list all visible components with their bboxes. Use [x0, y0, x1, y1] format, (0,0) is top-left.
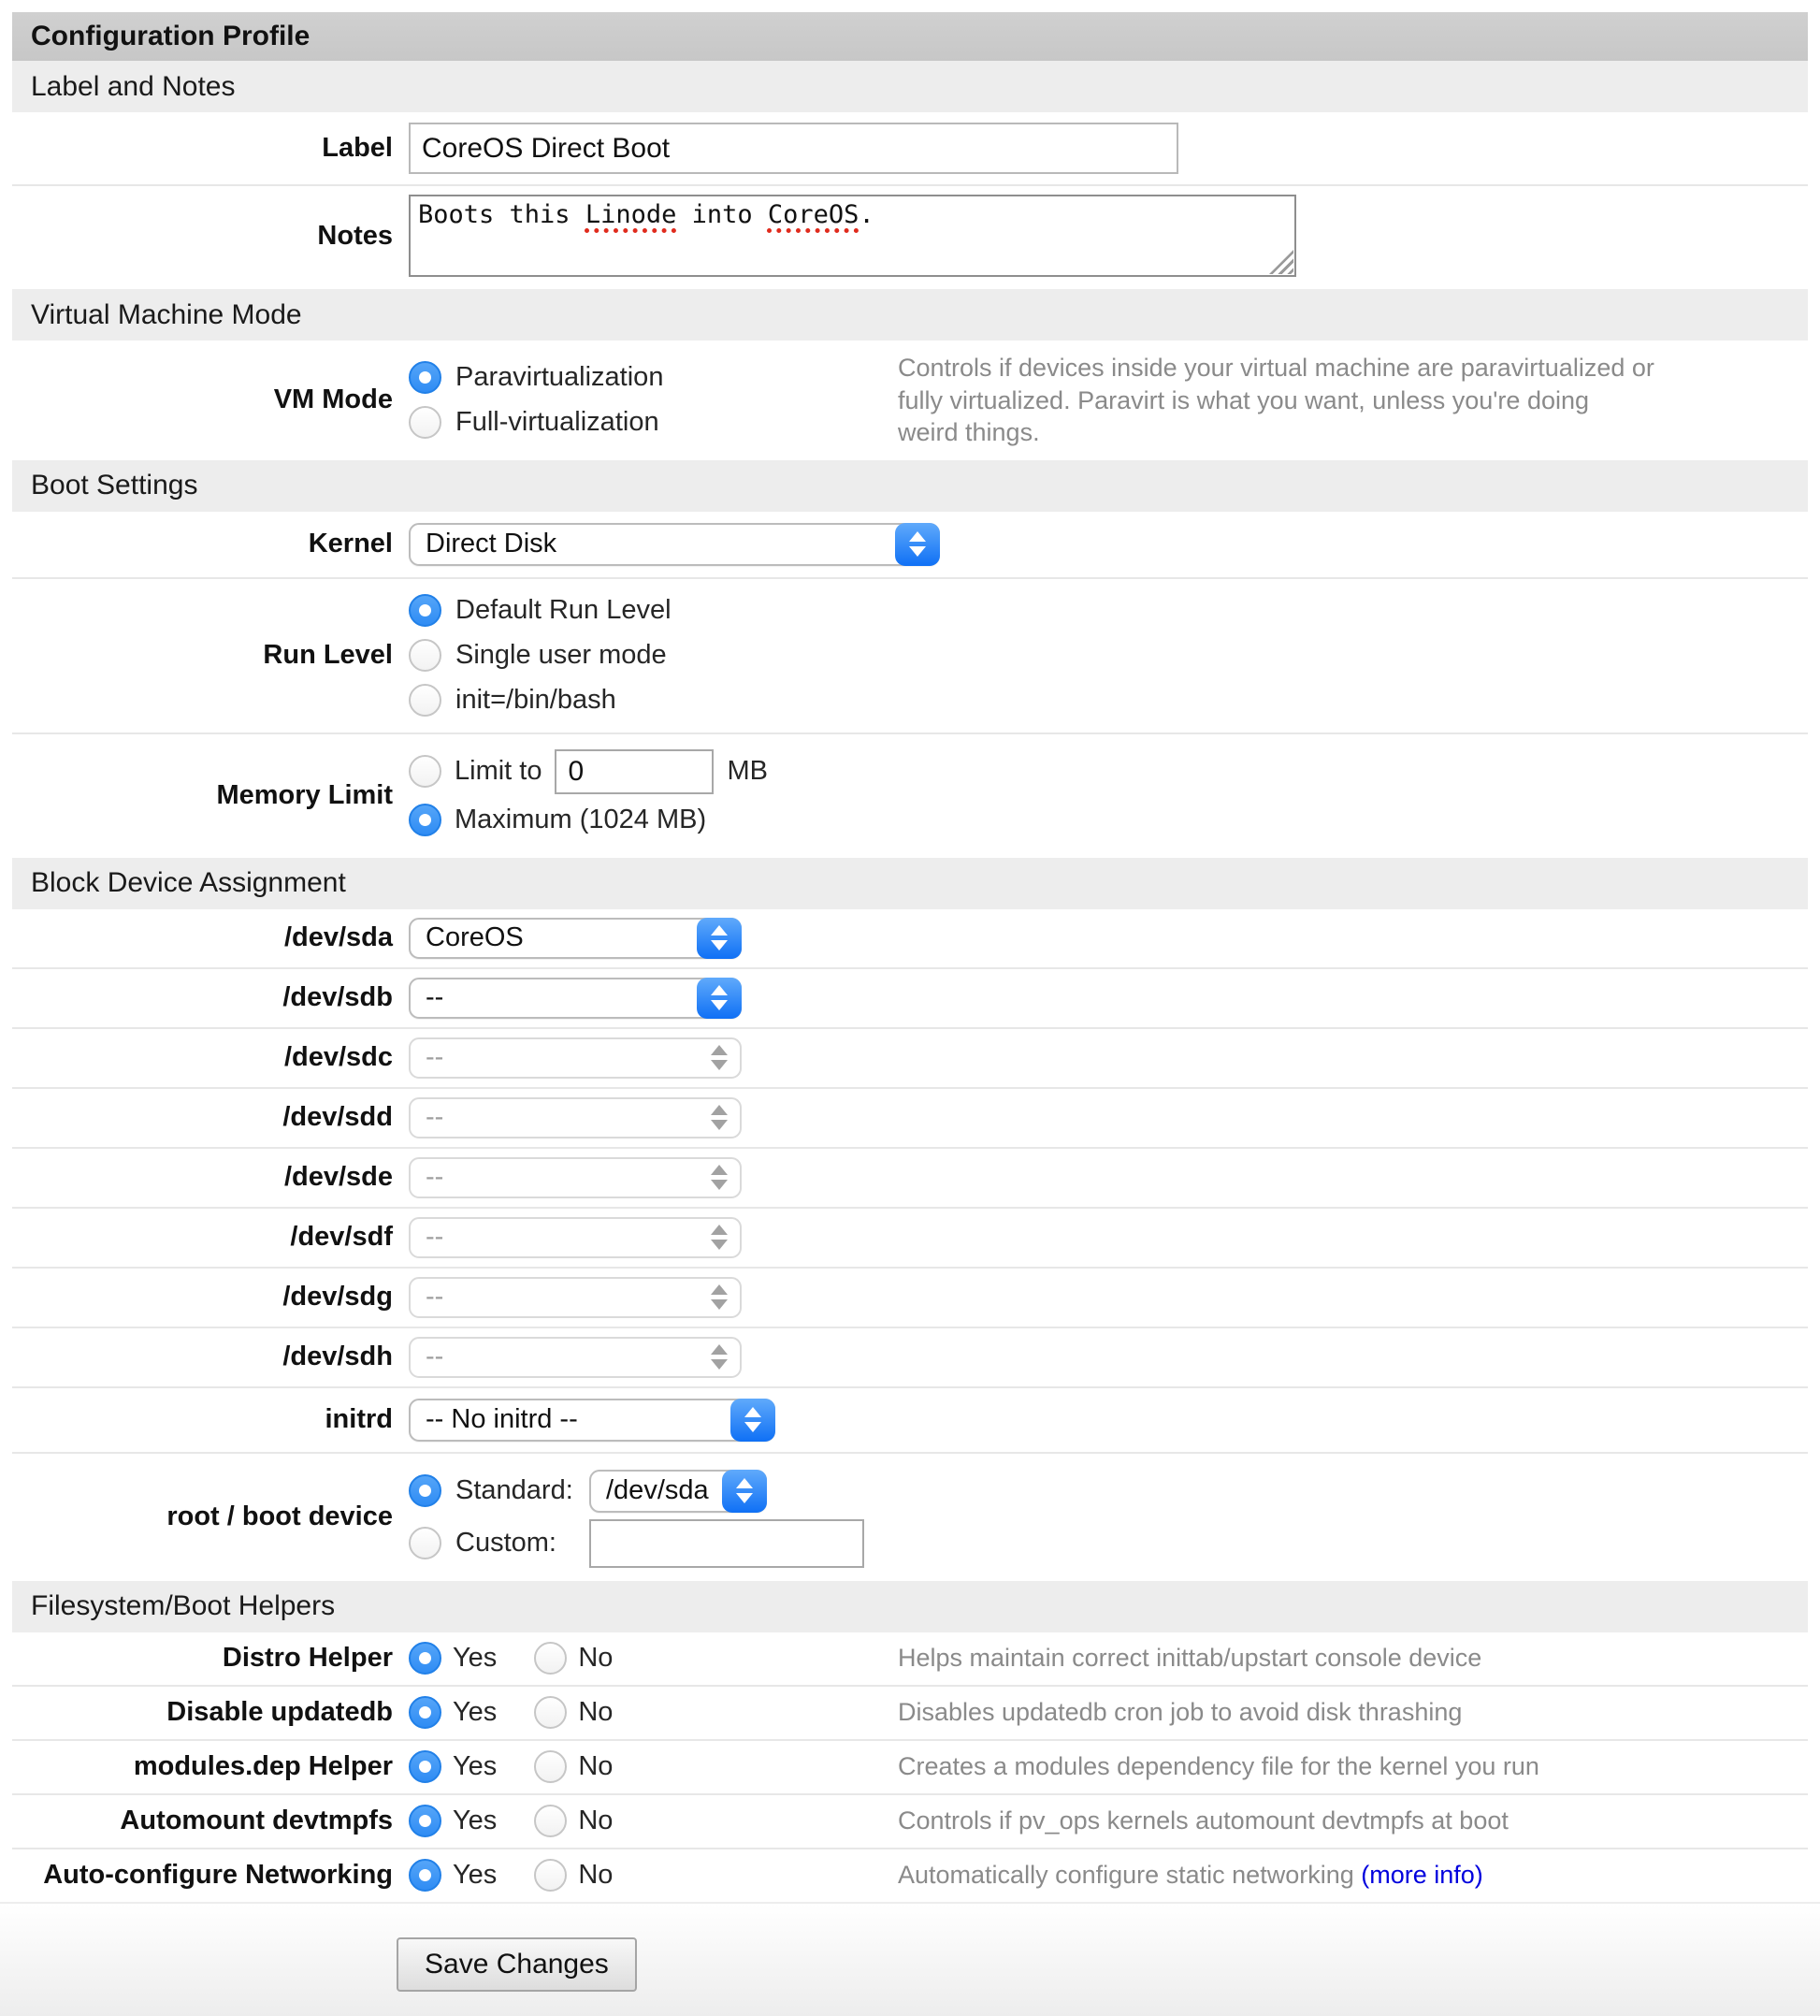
device-select	[409, 1337, 742, 1378]
device-row	[12, 1207, 1808, 1267]
radio-option[interactable]	[409, 590, 672, 631]
chevron-updown-icon	[730, 1399, 775, 1442]
device-row	[12, 1147, 1808, 1207]
chevron-updown-icon	[895, 523, 940, 566]
radio-option-label: Full-virtualization	[455, 407, 659, 438]
page-title: Configuration Profile	[12, 12, 1808, 61]
helper-label: Automount devtmpfs	[120, 1806, 393, 1836]
device-label: /dev/sdf	[290, 1222, 393, 1253]
device-label: /dev/sdb	[282, 982, 393, 1013]
section-virtual-machine-mode: Virtual Machine Mode	[12, 289, 1808, 341]
device-select-value: --	[426, 1342, 444, 1372]
standard-device-label: Standard:	[455, 1475, 573, 1506]
standard-device-select-value: /dev/sda	[606, 1475, 709, 1506]
notes-row	[12, 184, 1808, 289]
device-select-value: CoreOS	[426, 922, 524, 953]
maximum-label: Maximum (1024 MB)	[455, 805, 707, 835]
notes-text: .	[859, 200, 874, 229]
vm-mode-help-text: Controls if devices inside your virtual machine are paravirtualized or fully virtualized. Paravirt is what you want, unless you're doing weird things.	[898, 354, 1654, 447]
no-label: No	[578, 1860, 614, 1891]
standard-device-select[interactable]	[589, 1470, 767, 1513]
chevron-updown-icon	[697, 918, 742, 959]
yes-radio[interactable]	[409, 1642, 441, 1675]
helper-help-text	[898, 1750, 1655, 1783]
device-label: /dev/sda	[283, 922, 393, 953]
device-row	[12, 1267, 1808, 1327]
radio-button[interactable]	[409, 684, 441, 717]
custom-device-radio[interactable]	[409, 1527, 441, 1559]
helper-row	[12, 1632, 1808, 1685]
device-row	[12, 1327, 1808, 1386]
device-label: /dev/sdc	[283, 1042, 393, 1073]
device-select-value: --	[426, 1102, 444, 1133]
helper-help-body: Creates a modules dependency file for the kernel you run	[898, 1752, 1539, 1781]
helper-help-body: Helps maintain correct inittab/upstart console device	[898, 1644, 1482, 1673]
helper-row	[12, 1739, 1808, 1793]
chevron-updown-icon	[697, 1337, 742, 1378]
yes-radio[interactable]	[409, 1750, 441, 1783]
helper-row	[12, 1793, 1808, 1848]
device-label: /dev/sdh	[282, 1342, 393, 1372]
radio-option-label: Default Run Level	[455, 595, 672, 626]
notes-field-label: Notes	[317, 220, 393, 251]
initrd-select[interactable]	[409, 1399, 775, 1442]
device-select[interactable]	[409, 918, 742, 959]
device-select-value: --	[426, 1162, 444, 1193]
root-boot-device-row	[12, 1452, 1808, 1581]
run-level-label: Run Level	[263, 640, 393, 671]
chevron-updown-icon	[697, 1217, 742, 1258]
device-row	[12, 967, 1808, 1027]
chevron-updown-icon	[697, 1157, 742, 1198]
section-boot-settings: Boot Settings	[12, 460, 1808, 512]
yes-label: Yes	[453, 1697, 498, 1728]
radio-button[interactable]	[409, 406, 441, 439]
no-radio[interactable]	[534, 1805, 567, 1837]
helper-label: modules.dep Helper	[133, 1751, 393, 1782]
notes-misspelled-word: Linode	[585, 200, 677, 229]
no-radio[interactable]	[534, 1859, 567, 1892]
helper-help-text	[898, 1642, 1655, 1675]
device-select[interactable]	[409, 978, 742, 1019]
notes-misspelled-word: CoreOS	[767, 200, 859, 229]
no-radio[interactable]	[534, 1642, 567, 1675]
kernel-label: Kernel	[308, 529, 393, 559]
custom-device-input[interactable]	[589, 1519, 864, 1568]
radio-option-label: Paravirtualization	[455, 362, 664, 393]
standard-device-radio[interactable]	[409, 1474, 441, 1507]
yes-radio[interactable]	[409, 1696, 441, 1729]
radio-button[interactable]	[409, 361, 441, 394]
chevron-updown-icon	[697, 978, 742, 1019]
no-label: No	[578, 1751, 614, 1782]
kernel-select-value: Direct Disk	[426, 529, 557, 559]
memory-unit-label: MB	[727, 756, 768, 787]
helper-help-body: Disables updatedb cron job to avoid disk thrashing	[898, 1698, 1463, 1727]
kernel-select[interactable]	[409, 523, 940, 566]
helper-label: Disable updatedb	[166, 1697, 393, 1728]
memory-limit-input[interactable]	[555, 749, 714, 794]
chevron-updown-icon	[722, 1470, 767, 1513]
section-label-and-notes: Label and Notes	[12, 61, 1808, 112]
helper-label: Auto-configure Networking	[43, 1860, 393, 1891]
device-select	[409, 1097, 742, 1139]
root-boot-device-label: root / boot device	[166, 1501, 393, 1532]
kernel-row	[12, 512, 1808, 577]
label-input[interactable]	[409, 123, 1178, 174]
chevron-updown-icon	[697, 1037, 742, 1079]
device-select-value: --	[426, 1042, 444, 1073]
limit-to-label: Limit to	[455, 756, 542, 787]
device-select	[409, 1157, 742, 1198]
no-radio[interactable]	[534, 1750, 567, 1783]
chevron-updown-icon	[697, 1097, 742, 1139]
yes-radio[interactable]	[409, 1805, 441, 1837]
form-footer	[0, 1902, 1820, 2016]
helper-help-text	[898, 1805, 1655, 1837]
helper-help-text	[898, 1696, 1655, 1729]
no-label: No	[578, 1697, 614, 1728]
section-block-device-assignment: Block Device Assignment	[12, 858, 1808, 909]
yes-radio[interactable]	[409, 1859, 441, 1892]
no-label: No	[578, 1806, 614, 1836]
more-info-link[interactable]: (more info)	[1361, 1861, 1483, 1890]
helper-help-body: Automatically configure static networking	[898, 1861, 1362, 1890]
memory-limit-label: Memory Limit	[216, 780, 393, 811]
section-filesystem-boot-helpers: Filesystem/Boot Helpers	[12, 1581, 1808, 1632]
yes-label: Yes	[453, 1860, 498, 1891]
label-row	[12, 112, 1808, 184]
device-select-value: --	[426, 982, 444, 1013]
yes-label: Yes	[453, 1806, 498, 1836]
initrd-label: initrd	[325, 1404, 393, 1435]
device-select-value: --	[426, 1282, 444, 1313]
yes-label: Yes	[453, 1751, 498, 1782]
radio-option[interactable]	[409, 680, 672, 721]
helper-row	[12, 1685, 1808, 1739]
device-row	[12, 1087, 1808, 1147]
device-select-value: --	[426, 1222, 444, 1253]
helper-label: Distro Helper	[222, 1643, 393, 1674]
chevron-updown-icon	[697, 1277, 742, 1318]
radio-option[interactable]	[409, 357, 898, 399]
notes-text: into	[676, 200, 768, 229]
label-field-label: Label	[322, 133, 393, 163]
device-select	[409, 1217, 742, 1258]
no-label: No	[578, 1643, 614, 1674]
no-radio[interactable]	[534, 1696, 567, 1729]
textarea-resize-handle[interactable]	[1269, 250, 1293, 274]
device-row	[12, 1027, 1808, 1087]
device-label: /dev/sdg	[282, 1282, 393, 1313]
helper-help-body: Controls if pv_ops kernels automount devtmpfs at boot	[898, 1806, 1509, 1835]
radio-button[interactable]	[409, 639, 441, 672]
custom-device-label: Custom:	[455, 1528, 556, 1559]
radio-option[interactable]	[409, 635, 672, 676]
notes-text: Boots this	[418, 200, 585, 229]
vm-mode-label: VM Mode	[273, 384, 393, 415]
save-changes-button[interactable]: Save Changes	[397, 1937, 637, 1992]
device-label: /dev/sdd	[282, 1102, 393, 1133]
initrd-row	[12, 1386, 1808, 1452]
limit-to-radio[interactable]	[409, 755, 441, 788]
radio-option-label: init=/bin/bash	[455, 685, 616, 716]
device-select	[409, 1277, 742, 1318]
vm-mode-row	[12, 341, 1808, 460]
radio-option-label: Single user mode	[455, 640, 667, 671]
notes-textarea[interactable]	[409, 195, 1296, 277]
run-level-row	[12, 577, 1808, 732]
memory-limit-row	[12, 732, 1808, 858]
radio-button[interactable]	[409, 594, 441, 627]
maximum-radio[interactable]	[409, 804, 441, 836]
radio-option[interactable]	[409, 402, 898, 443]
device-select	[409, 1037, 742, 1079]
device-label: /dev/sde	[283, 1162, 393, 1193]
helper-row	[12, 1848, 1808, 1902]
initrd-select-value: -- No initrd --	[426, 1404, 578, 1435]
yes-label: Yes	[453, 1643, 498, 1674]
device-row	[12, 909, 1808, 967]
helper-help-text	[898, 1859, 1655, 1892]
